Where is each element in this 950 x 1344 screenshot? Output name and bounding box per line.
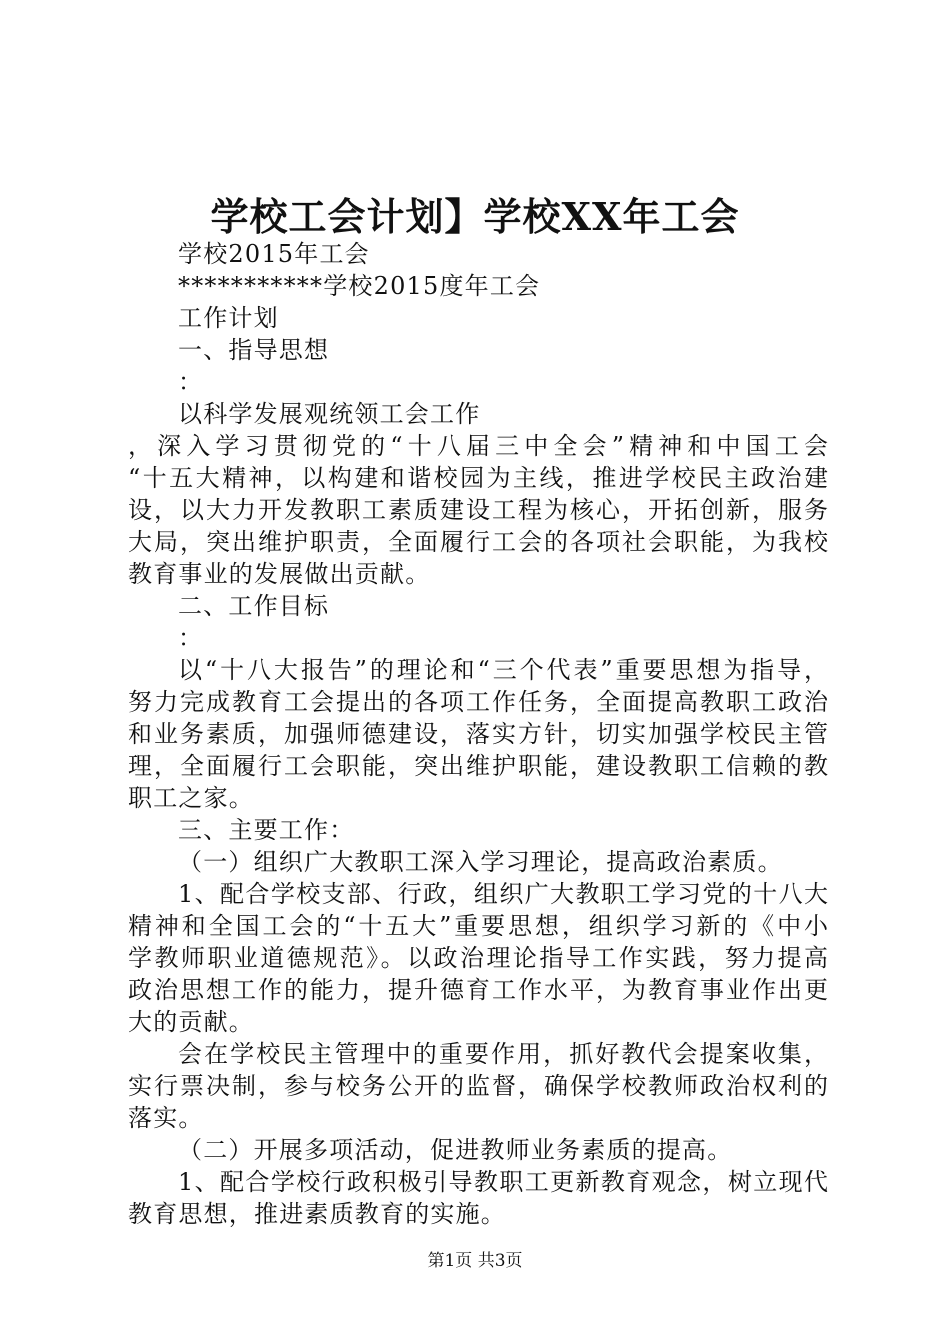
text-line: 工作计划 [178,304,279,332]
subsection-heading: （二）开展多项活动，促进教师业务素质的提高。 [178,1136,733,1164]
text-line: ***********学校2015度年工会 [178,272,541,300]
text-line: 实行票决制，参与校务公开的监督，确保学校教师政治权利的 [128,1072,828,1100]
text-line: 设，以大力开发教职工素质建设工程为核心，开拓创新，服务 [128,496,828,524]
text-line: 教育事业的发展做出贡献。 [128,560,431,588]
section-heading: 三、主要工作： [178,816,355,844]
document-title: 学校工会计划】学校XX年工会 [210,194,740,239]
text-line: 1、配合学校行政积极引导教职工更新教育观念，树立现代 [178,1168,828,1196]
text-line: 职工之家。 [128,784,254,812]
text-line: 和业务素质，加强师德建设，落实方针，切实加强学校民主管 [128,720,828,748]
text-line: 1、配合学校支部、行政，组织广大教职工学习党的十八大 [178,880,828,908]
subsection-heading: （一）组织广大教职工深入学习理论，提高政治素质。 [178,848,783,876]
text-line: 落实。 [128,1104,204,1132]
text-line: 学教师职业道德规范》。以政治理论指导工作实践，努力提高 [128,944,828,972]
page-footer: 第1页 共3页 [427,1251,523,1271]
text-line: 以科学发展观统领工会工作 [178,400,481,428]
text-line: 教育思想，推进素质教育的实施。 [128,1200,506,1228]
text-line: 大的贡献。 [128,1008,254,1036]
section-heading: 一、指导思想 [178,336,330,364]
text-line: 学校2015年工会 [178,240,370,268]
text-line: 会在学校民主管理中的重要作用，抓好教代会提案收集， [178,1040,828,1068]
text-line: 政治思想工作的能力，提升德育工作水平，为教育事业作出更 [128,976,828,1004]
text-line: “十五大精神，以构建和谐校园为主线，推进学校民主政治建 [128,464,828,492]
text-line: 以“十八大报告”的理论和“三个代表”重要思想为指导， [178,656,828,684]
section-heading: 二、工作目标 [178,592,330,620]
text-line: ： [178,368,204,396]
text-line: 精神和全国工会的“十五大”重要思想，组织学习新的《中小 [128,912,828,940]
text-line: 努力完成教育工会提出的各项工作任务，全面提高教职工政治 [128,688,828,716]
text-line: 大局，突出维护职责，全面履行工会的各项社会职能，为我校 [128,528,828,556]
text-line: ： [178,624,204,652]
text-line: ，深入学习贯彻党的“十八届三中全会”精神和中国工会 [128,432,828,460]
text-line: 理，全面履行工会职能，突出维护职能，建设教职工信赖的教 [128,752,828,780]
